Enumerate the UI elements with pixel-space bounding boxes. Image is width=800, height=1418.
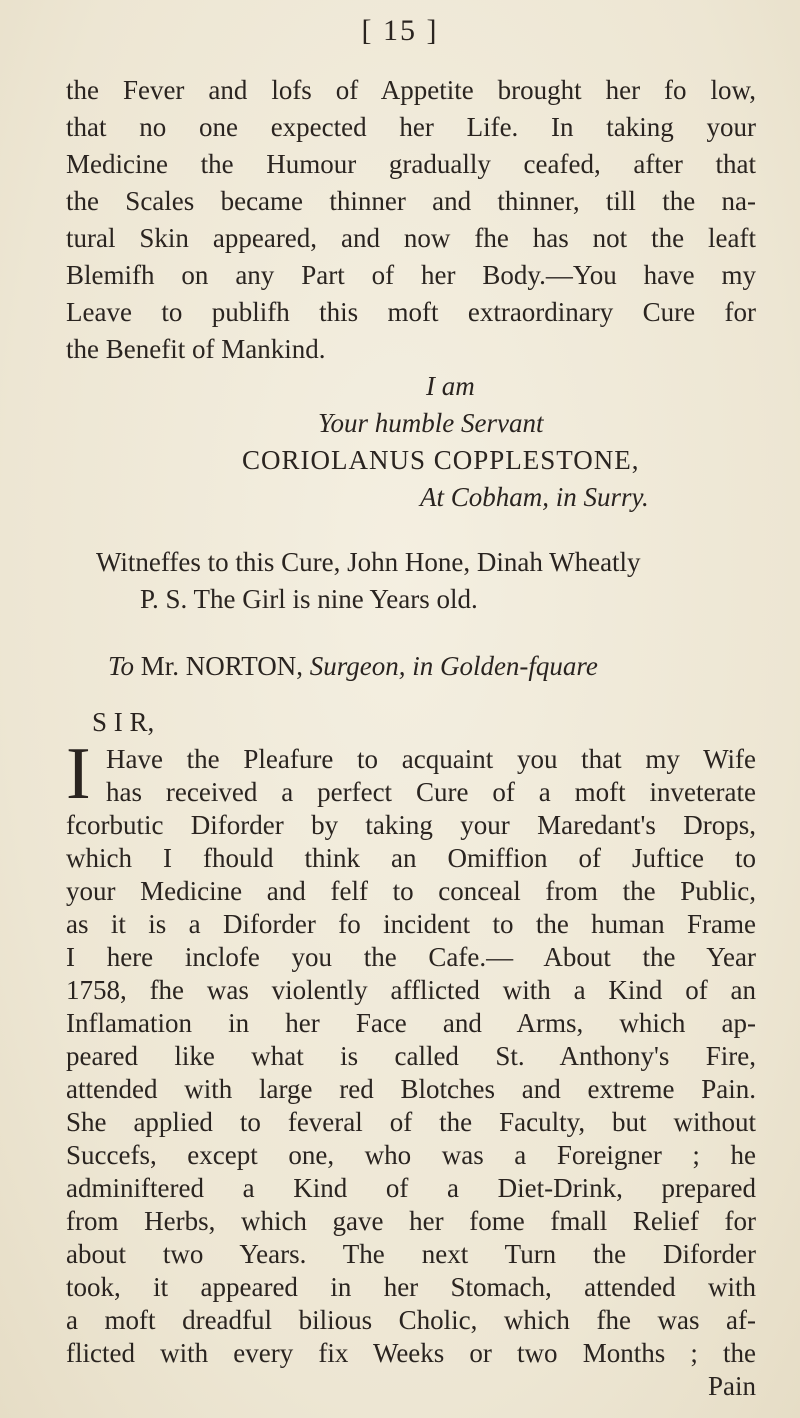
body-line: I here inclofe you the Cafe.— About the Year [66,942,756,972]
body-line: She applied to feveral of the Faculty, but without [66,1107,756,1137]
body-line: adminiftered a Kind of a Diet-Drink, prepared [66,1173,756,1203]
body-line: which I fhould think an Omiffion of Juftice to [66,843,756,873]
body-line: about two Years. The next Turn the Diforder [66,1239,756,1269]
servant-line: Your humble Servant [318,408,544,438]
postscript: P. S. The Girl is nine Years old. [140,584,478,614]
body-line: that no one expected her Life. In taking your [66,112,756,142]
body-line: has received a perfect Cure of a moft inveterate [106,777,756,807]
body-line: Inflamation in her Face and Arms, which ap- [66,1008,756,1038]
body-line: a moft dreadful bilious Cholic, which fhe was af- [66,1305,756,1335]
body-line: attended with large red Blotches and extreme Pain. [66,1074,756,1104]
address-rest: Surgeon, in Golden-fquare [309,651,598,681]
closing-phrase: I am [426,371,475,401]
body-line: the Fever and lofs of Appetite brought her fo low, [66,75,756,105]
witnesses-line: Witneffes to this Cure, John Hone, Dinah Wheatly [96,547,641,577]
body-line: your Medicine and felf to conceal from the Public, [66,876,756,906]
signature: CORIOLANUS COPPLESTONE, [242,445,640,475]
address-to: To [108,651,135,681]
body-line: took, it appeared in her Stomach, attended with [66,1272,756,1302]
body-line: peared like what is called St. Anthony's Fire, [66,1041,756,1071]
body-line: the Scales became thinner and thinner, till the na- [66,186,756,216]
salutation: S I R, [92,707,155,737]
body-line: fcorbutic Diforder by taking your Maredant's Drops, [66,810,756,840]
body-line: Leave to publifh this moft extraordinary Cure for [66,297,756,327]
page-number: [ 15 ] [361,14,439,47]
body-line: tural Skin appeared, and now fhe has not the leaft [66,223,756,253]
body-line: Have the Pleafure to acquaint you that my Wife [106,744,756,774]
address-name: Mr. NORTON, [140,651,303,681]
address-line [108,650,598,682]
body-line: 1758, fhe was violently afflicted with a Kind of an [66,975,756,1005]
body-line: Succefs, except one, who was a Foreigner ; he [66,1140,756,1170]
body-line: as it is a Diforder fo incident to the human Frame [66,909,756,939]
body-line: Blemifh on any Part of her Body.—You have my [66,260,756,290]
body-line: the Benefit of Mankind. [66,334,326,364]
body-line: Medicine the Humour gradually ceafed, after that [66,149,756,179]
signature-location: At Cobham, in Surry. [420,482,649,512]
drop-cap: I [66,733,91,815]
catchword: Pain [707,1371,756,1401]
body-line: from Herbs, which gave her fome fmall Relief for [66,1206,756,1236]
body-line: flicted with every fix Weeks or two Months ; the [66,1338,756,1368]
